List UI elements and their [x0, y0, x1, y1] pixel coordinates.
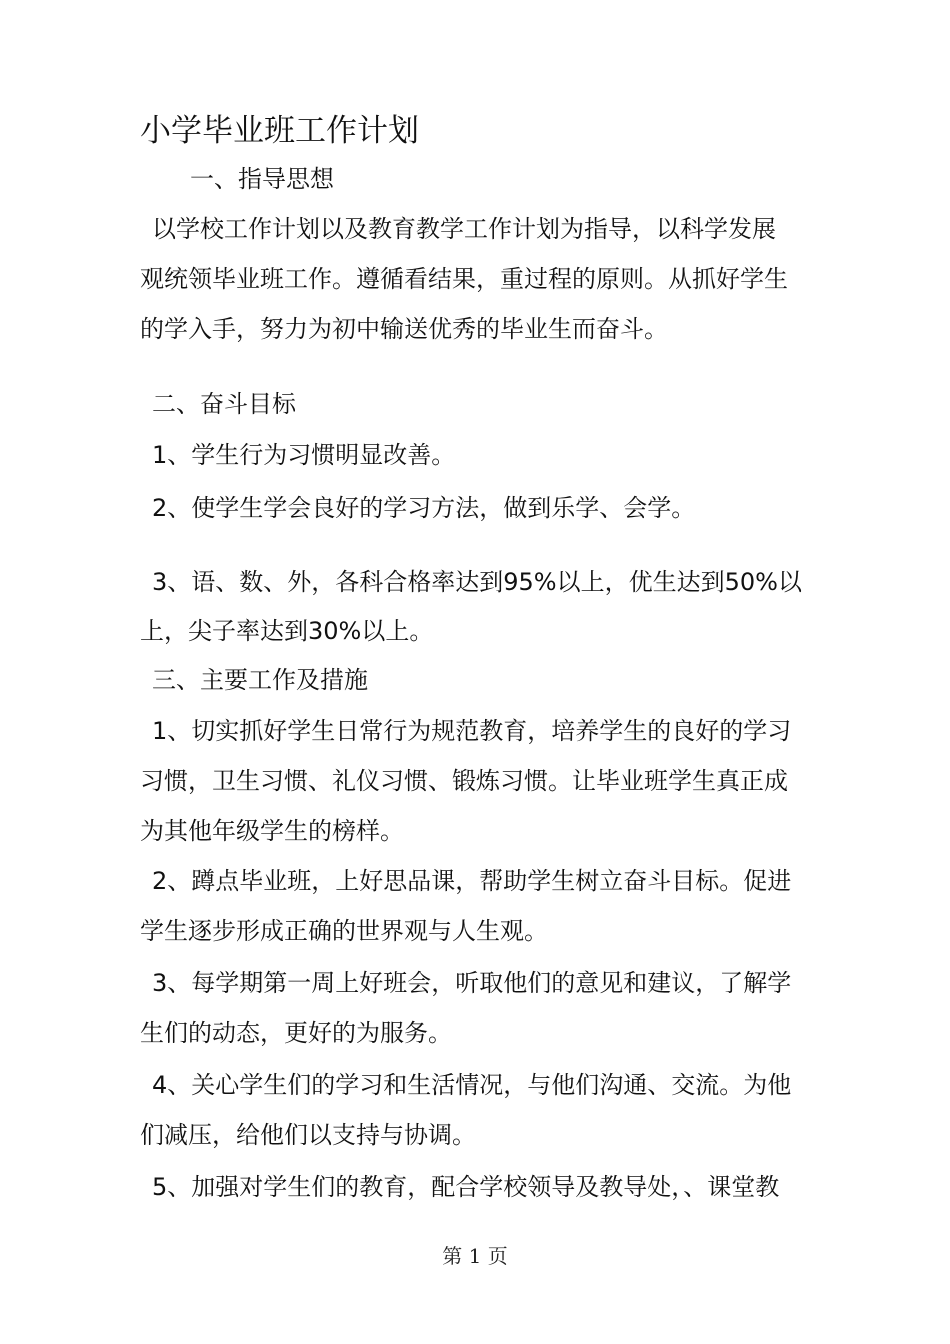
section-heading-goals: 二、奋斗目标	[152, 390, 296, 418]
section-heading-guiding-ideology: 一、指导思想	[190, 165, 334, 193]
paragraph-line: 上，尖子率达到30%以上。	[140, 617, 434, 645]
paragraph-line: 观统领毕业班工作。遵循看结果，重过程的原则。从抓好学生	[140, 265, 788, 293]
list-item: 1、切实抓好学生日常行为规范教育，培养学生的良好的学习	[152, 717, 792, 745]
list-item: 2、使学生学会良好的学习方法，做到乐学、会学。	[152, 494, 696, 522]
list-item: 4、关心学生们的学习和生活情况，与他们沟通、交流。为他	[152, 1071, 792, 1099]
list-item: 3、每学期第一周上好班会，听取他们的意见和建议，了解学	[152, 969, 792, 997]
page-number: 第 1 页	[442, 1244, 508, 1268]
paragraph-line: 们减压，给他们以支持与协调。	[140, 1121, 476, 1149]
paragraph-line: 习惯，卫生习惯、礼仪习惯、锻炼习惯。让毕业班学生真正成	[140, 767, 788, 795]
list-item: 3、语、数、外，各科合格率达到95%以上，优生达到50%以	[152, 568, 802, 596]
list-item: 2、蹲点毕业班，上好思品课，帮助学生树立奋斗目标。促进	[152, 867, 792, 895]
list-item: 1、学生行为习惯明显改善。	[152, 441, 456, 469]
paragraph-line: 的学入手，努力为初中输送优秀的毕业生而奋斗。	[140, 315, 668, 343]
paragraph-line: 以学校工作计划以及教育教学工作计划为指导，以科学发展	[152, 215, 776, 243]
paragraph-line: 生们的动态，更好的为服务。	[140, 1019, 452, 1047]
paragraph-line: 学生逐步形成正确的世界观与人生观。	[140, 917, 548, 945]
paragraph-line: 为其他年级学生的榜样。	[140, 817, 404, 845]
list-item: 5、加强对学生们的教育，配合学校领导及教导处，、课堂教	[152, 1173, 780, 1201]
section-heading-main-work: 三、主要工作及措施	[152, 666, 368, 694]
document-title: 小学毕业班工作计划	[140, 113, 419, 149]
